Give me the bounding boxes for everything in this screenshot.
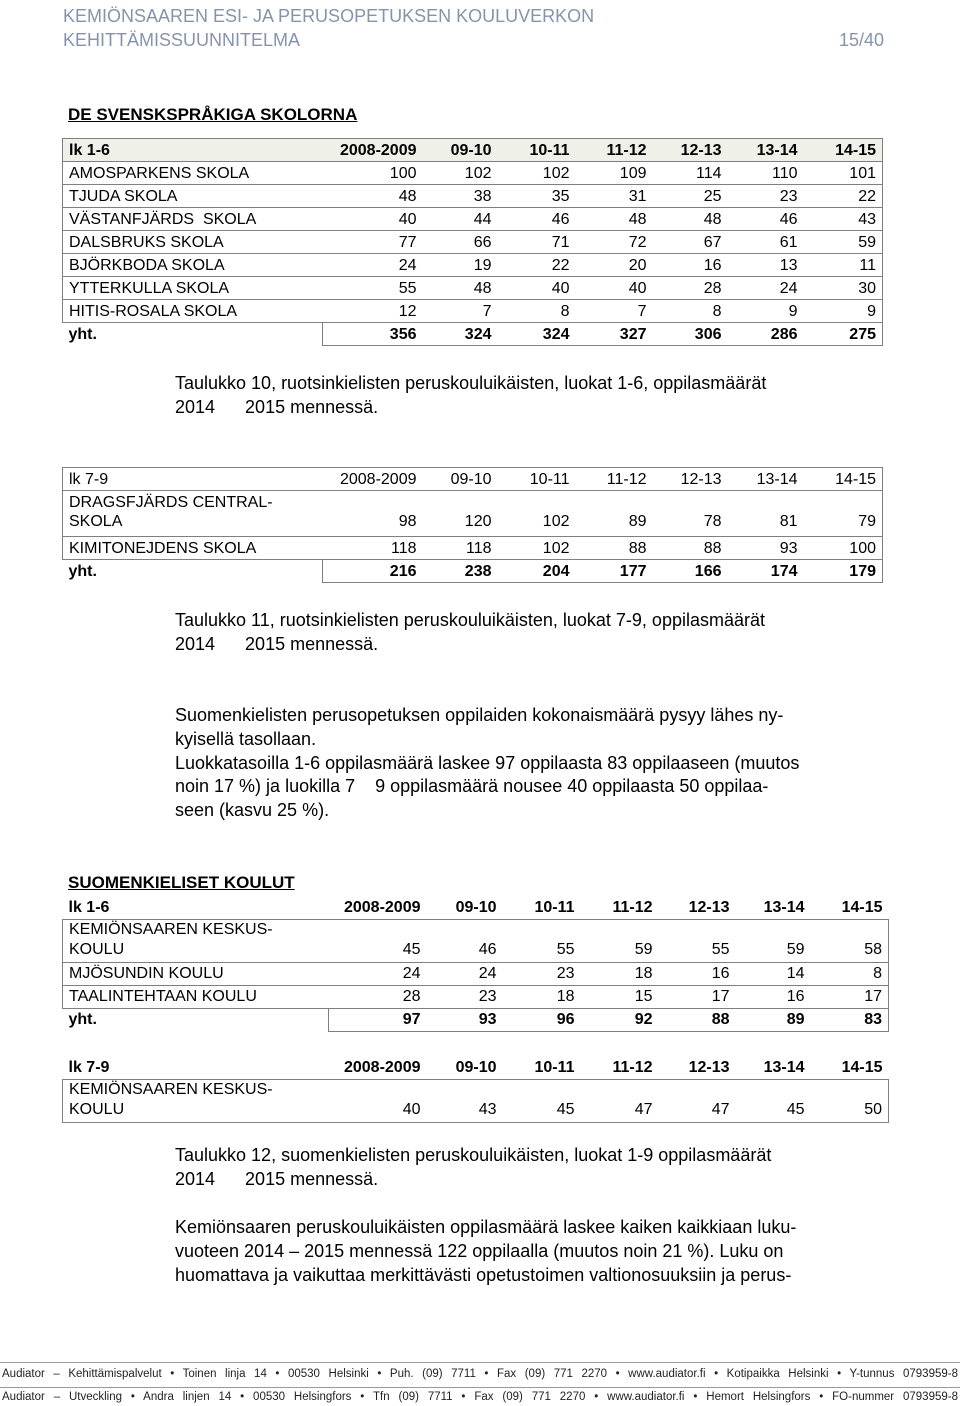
year-column-header: 2008-2009 bbox=[323, 139, 423, 162]
year-column-header: 10-11 bbox=[498, 468, 576, 491]
year-column-header: 09-10 bbox=[423, 468, 498, 491]
year-column-header: 09-10 bbox=[427, 896, 503, 919]
grade-group-label: lk 7-9 bbox=[63, 1056, 329, 1079]
student-count: 46 bbox=[498, 208, 576, 231]
table-row bbox=[63, 919, 889, 962]
table-row bbox=[63, 985, 889, 1008]
total-count: 306 bbox=[653, 323, 728, 346]
student-count: 102 bbox=[423, 162, 498, 185]
year-column-header: 12-13 bbox=[659, 1056, 736, 1079]
student-count: 17 bbox=[811, 985, 889, 1008]
student-count: 48 bbox=[653, 208, 728, 231]
school-name: BJÖRKBODA SKOLA bbox=[63, 254, 323, 277]
year-column-header: 13-14 bbox=[736, 896, 811, 919]
total-label: yht. bbox=[68, 562, 97, 580]
student-count: 25 bbox=[653, 185, 728, 208]
student-count: 44 bbox=[423, 208, 498, 231]
footer-divider bbox=[0, 1362, 960, 1363]
caption-line: Taulukko 12, suomenkielisten peruskouluikäisten, luokat 1-9 oppilasmäärät bbox=[175, 1145, 772, 1165]
year-column-header: 12-13 bbox=[653, 468, 728, 491]
student-count: 100 bbox=[804, 537, 883, 560]
student-count: 24 bbox=[728, 277, 804, 300]
student-count: 7 bbox=[423, 300, 498, 323]
year-column-header: 14-15 bbox=[811, 896, 889, 919]
student-count: 28 bbox=[329, 985, 427, 1008]
student-count: 16 bbox=[736, 985, 811, 1008]
student-count: 81 bbox=[728, 491, 804, 537]
student-count: 16 bbox=[653, 254, 728, 277]
student-count: 24 bbox=[427, 962, 503, 985]
footer-contact-finnish: Audiator – Kehittämispalvelut • Toinen linja 14 • 00530 Helsinki • Puh. (09) 7711 • Fax (09) 771 2270 • www.audiator.fi • Kotipaikka Helsinki • Y-tunnus 0793959-8 bbox=[2, 1368, 958, 1380]
table-swedish-grades-7-9 bbox=[62, 467, 883, 583]
student-count: 55 bbox=[659, 919, 736, 962]
student-count: 50 bbox=[811, 1079, 889, 1122]
school-name: DALSBRUKS SKOLA bbox=[63, 231, 323, 254]
table-row bbox=[63, 208, 883, 231]
total-count: 166 bbox=[653, 560, 728, 583]
table-row bbox=[63, 1079, 889, 1122]
table-finnish-grades-7-9 bbox=[62, 1056, 889, 1123]
student-count: 40 bbox=[498, 277, 576, 300]
caption-line: 2014 2015 mennessä. bbox=[175, 397, 379, 417]
student-count: 38 bbox=[423, 185, 498, 208]
student-count: 13 bbox=[728, 254, 804, 277]
student-count: 48 bbox=[423, 277, 498, 300]
year-column-header: 11-12 bbox=[581, 1056, 659, 1079]
footer-contact-swedish: Audiator – Utveckling • Andra linjen 14 • 00530 Helsingfors • Tfn (09) 7711 • Fax (09) 771 2270 • www.audiator.fi • Hemort Helsingfors • FO-nummer 0793959-8 bbox=[2, 1391, 958, 1403]
year-column-header: 2008-2009 bbox=[329, 896, 427, 919]
table-caption-12 bbox=[175, 1143, 771, 1191]
table-total-row bbox=[63, 560, 883, 583]
student-count: 30 bbox=[804, 277, 883, 300]
total-count: 93 bbox=[427, 1008, 503, 1031]
student-count: 118 bbox=[423, 537, 498, 560]
caption-line: Taulukko 10, ruotsinkielisten peruskouluikäisten, luokat 1-6, oppilasmäärät bbox=[175, 373, 767, 393]
total-count: 88 bbox=[659, 1008, 736, 1031]
table-swedish-grades-1-6 bbox=[62, 138, 883, 346]
school-name: TJUDA SKOLA bbox=[63, 185, 323, 208]
school-name: YTTERKULLA SKOLA bbox=[63, 277, 323, 300]
total-count: 96 bbox=[503, 1008, 581, 1031]
student-count: 89 bbox=[576, 491, 653, 537]
student-count: 88 bbox=[653, 537, 728, 560]
total-count: 327 bbox=[576, 323, 653, 346]
school-name: DRAGSFJÄRDS CENTRAL- SKOLA bbox=[63, 491, 323, 537]
total-count: 275 bbox=[804, 323, 883, 346]
table-row bbox=[63, 300, 883, 323]
year-column-header: 10-11 bbox=[503, 896, 581, 919]
student-count: 102 bbox=[498, 491, 576, 537]
student-count: 61 bbox=[728, 231, 804, 254]
school-name: MJÖSUNDIN KOULU bbox=[63, 962, 329, 985]
student-count: 43 bbox=[427, 1079, 503, 1122]
student-count: 72 bbox=[576, 231, 653, 254]
student-count: 40 bbox=[576, 277, 653, 300]
paragraph-line: kyisellä tasollaan. bbox=[175, 728, 317, 749]
year-column-header: 13-14 bbox=[736, 1056, 811, 1079]
year-column-header: 09-10 bbox=[423, 139, 498, 162]
total-count: 83 bbox=[811, 1008, 889, 1031]
table-row bbox=[63, 277, 883, 300]
year-column-header: 11-12 bbox=[576, 139, 653, 162]
year-column-header: 10-11 bbox=[498, 139, 576, 162]
student-count: 9 bbox=[804, 300, 883, 323]
student-count: 45 bbox=[736, 1079, 811, 1122]
year-column-header: 13-14 bbox=[728, 139, 804, 162]
student-count: 45 bbox=[503, 1079, 581, 1122]
student-count: 19 bbox=[423, 254, 498, 277]
student-count: 102 bbox=[498, 162, 576, 185]
table-header-row bbox=[63, 139, 883, 162]
student-count: 28 bbox=[653, 277, 728, 300]
section-heading-swedish-schools: DE SVENSKSPRÅKIGA SKOLORNA bbox=[68, 105, 358, 124]
paragraph-line: vuoteen 2014 – 2015 mennessä 122 oppilaalla (muutos noin 21 %). Luku on bbox=[175, 1241, 784, 1261]
year-column-header: 11-12 bbox=[581, 896, 659, 919]
student-count: 114 bbox=[653, 162, 728, 185]
document-title-line-1: KEMIÖNSAAREN ESI- JA PERUSOPETUKSEN KOULUVERKON bbox=[63, 6, 595, 26]
footer-divider bbox=[0, 1387, 960, 1388]
student-count: 47 bbox=[581, 1079, 659, 1122]
table-header-row bbox=[63, 1056, 889, 1079]
paragraph-line: noin 17 %) ja luokilla 7 9 oppilasmäärä nousee 40 oppilaasta 50 oppilaa- bbox=[175, 776, 769, 797]
table-row bbox=[63, 185, 883, 208]
student-count: 93 bbox=[728, 537, 804, 560]
year-column-header: 09-10 bbox=[427, 1056, 503, 1079]
school-name: AMOSPARKENS SKOLA bbox=[63, 162, 323, 185]
finnish-summary-paragraph bbox=[175, 704, 799, 823]
table-row bbox=[63, 231, 883, 254]
student-count: 67 bbox=[653, 231, 728, 254]
student-count: 110 bbox=[728, 162, 804, 185]
table-total-row bbox=[63, 323, 883, 346]
table-total-row bbox=[63, 1008, 889, 1031]
student-count: 109 bbox=[576, 162, 653, 185]
total-count: 97 bbox=[329, 1008, 427, 1031]
student-count: 46 bbox=[427, 919, 503, 962]
student-count: 23 bbox=[728, 185, 804, 208]
total-count: 177 bbox=[576, 560, 653, 583]
paragraph-line: Suomenkielisten perusopetuksen oppilaiden kokonaismäärä pysyy lähes ny- bbox=[175, 705, 784, 725]
student-count: 16 bbox=[659, 962, 736, 985]
student-count: 47 bbox=[659, 1079, 736, 1122]
student-count: 31 bbox=[576, 185, 653, 208]
year-column-header: 2008-2009 bbox=[323, 468, 423, 491]
year-column-header: 12-13 bbox=[653, 139, 728, 162]
student-count: 101 bbox=[804, 162, 883, 185]
student-count: 8 bbox=[498, 300, 576, 323]
student-count: 18 bbox=[581, 962, 659, 985]
total-count: 286 bbox=[728, 323, 804, 346]
table-header-row bbox=[63, 896, 889, 919]
student-count: 118 bbox=[323, 537, 423, 560]
student-count: 55 bbox=[503, 919, 581, 962]
student-count: 59 bbox=[804, 231, 883, 254]
student-count: 66 bbox=[423, 231, 498, 254]
page-number: 15/40 bbox=[838, 30, 884, 50]
student-count: 22 bbox=[804, 185, 883, 208]
student-count: 100 bbox=[323, 162, 423, 185]
grade-group-label: lk 1-6 bbox=[63, 139, 323, 162]
table-row bbox=[63, 254, 883, 277]
total-label: yht. bbox=[68, 325, 97, 343]
student-count: 46 bbox=[728, 208, 804, 231]
year-column-header: 13-14 bbox=[728, 468, 804, 491]
grade-group-label: lk 1-6 bbox=[63, 896, 329, 919]
student-count: 59 bbox=[736, 919, 811, 962]
student-count: 12 bbox=[323, 300, 423, 323]
student-count: 23 bbox=[427, 985, 503, 1008]
total-count: 238 bbox=[423, 560, 498, 583]
student-count: 22 bbox=[498, 254, 576, 277]
student-count: 20 bbox=[576, 254, 653, 277]
student-count: 17 bbox=[659, 985, 736, 1008]
student-count: 120 bbox=[423, 491, 498, 537]
student-count: 35 bbox=[498, 185, 576, 208]
school-name: HITIS-ROSALA SKOLA bbox=[63, 300, 323, 323]
student-count: 8 bbox=[811, 962, 889, 985]
student-count: 18 bbox=[503, 985, 581, 1008]
school-name: TAALINTEHTAAN KOULU bbox=[63, 985, 329, 1008]
total-label: yht. bbox=[68, 1011, 97, 1029]
student-count: 59 bbox=[581, 919, 659, 962]
student-count: 98 bbox=[323, 491, 423, 537]
student-count: 7 bbox=[576, 300, 653, 323]
caption-line: Taulukko 11, ruotsinkielisten peruskouluikäisten, luokat 7-9, oppilasmäärät bbox=[175, 610, 765, 630]
table-row bbox=[63, 537, 883, 560]
table-header-row bbox=[63, 468, 883, 491]
student-count: 55 bbox=[323, 277, 423, 300]
student-count: 79 bbox=[804, 491, 883, 537]
caption-line: 2014 2015 mennessä. bbox=[175, 634, 379, 654]
grade-group-label: lk 7-9 bbox=[63, 468, 323, 491]
student-count: 15 bbox=[581, 985, 659, 1008]
student-count: 58 bbox=[811, 919, 889, 962]
year-column-header: 14-15 bbox=[804, 468, 883, 491]
year-column-header: 11-12 bbox=[576, 468, 653, 491]
student-count: 48 bbox=[576, 208, 653, 231]
student-count: 40 bbox=[323, 208, 423, 231]
year-column-header: 12-13 bbox=[659, 896, 736, 919]
total-count: 204 bbox=[498, 560, 576, 583]
year-column-header: 14-15 bbox=[804, 139, 883, 162]
student-count: 8 bbox=[653, 300, 728, 323]
student-count: 23 bbox=[503, 962, 581, 985]
table-row bbox=[63, 162, 883, 185]
paragraph-line: Kemiönsaaren peruskouluikäisten oppilasmäärä laskee kaiken kaikkiaan luku- bbox=[175, 1217, 797, 1237]
student-count: 24 bbox=[323, 254, 423, 277]
paragraph-line: Luokkatasoilla 1-6 oppilasmäärä laskee 97 oppilaasta 83 oppilaaseen (muutos bbox=[175, 752, 800, 773]
student-count: 11 bbox=[804, 254, 883, 277]
total-count: 324 bbox=[498, 323, 576, 346]
conclusion-paragraph bbox=[175, 1215, 796, 1287]
school-name: VÄSTANFJÄRDS SKOLA bbox=[63, 208, 323, 231]
total-count: 356 bbox=[323, 323, 423, 346]
school-name: KEMIÖNSAAREN KESKUS- KOULU bbox=[63, 1079, 329, 1122]
year-column-header: 10-11 bbox=[503, 1056, 581, 1079]
student-count: 45 bbox=[329, 919, 427, 962]
paragraph-line: seen (kasvu 25 %). bbox=[175, 800, 330, 821]
student-count: 77 bbox=[323, 231, 423, 254]
table-caption-10 bbox=[175, 371, 766, 419]
total-count: 324 bbox=[423, 323, 498, 346]
student-count: 102 bbox=[498, 537, 576, 560]
table-caption-11 bbox=[175, 608, 765, 656]
table-row bbox=[63, 962, 889, 985]
year-column-header: 2008-2009 bbox=[329, 1056, 427, 1079]
table-row bbox=[63, 491, 883, 537]
paragraph-line: huomattava ja vaikuttaa merkittävästi opetustoimen valtionosuuksiin ja perus- bbox=[175, 1265, 792, 1285]
year-column-header: 14-15 bbox=[811, 1056, 889, 1079]
total-count: 92 bbox=[581, 1008, 659, 1031]
student-count: 48 bbox=[323, 185, 423, 208]
school-name: KIMITONEJDENS SKOLA bbox=[63, 537, 323, 560]
total-count: 174 bbox=[728, 560, 804, 583]
school-name: KEMIÖNSAAREN KESKUS- KOULU bbox=[63, 919, 329, 962]
student-count: 14 bbox=[736, 962, 811, 985]
student-count: 71 bbox=[498, 231, 576, 254]
student-count: 24 bbox=[329, 962, 427, 985]
document-title-line-2: KEHITTÄMISSUUNNITELMA bbox=[63, 30, 301, 50]
student-count: 9 bbox=[728, 300, 804, 323]
student-count: 40 bbox=[329, 1079, 427, 1122]
total-count: 216 bbox=[323, 560, 423, 583]
table-finnish-grades-1-6 bbox=[62, 896, 889, 1032]
student-count: 43 bbox=[804, 208, 883, 231]
total-count: 179 bbox=[804, 560, 883, 583]
student-count: 78 bbox=[653, 491, 728, 537]
total-count: 89 bbox=[736, 1008, 811, 1031]
section-heading-finnish-schools: SUOMENKIELISET KOULUT bbox=[68, 873, 295, 892]
caption-line: 2014 2015 mennessä. bbox=[175, 1169, 379, 1189]
student-count: 88 bbox=[576, 537, 653, 560]
